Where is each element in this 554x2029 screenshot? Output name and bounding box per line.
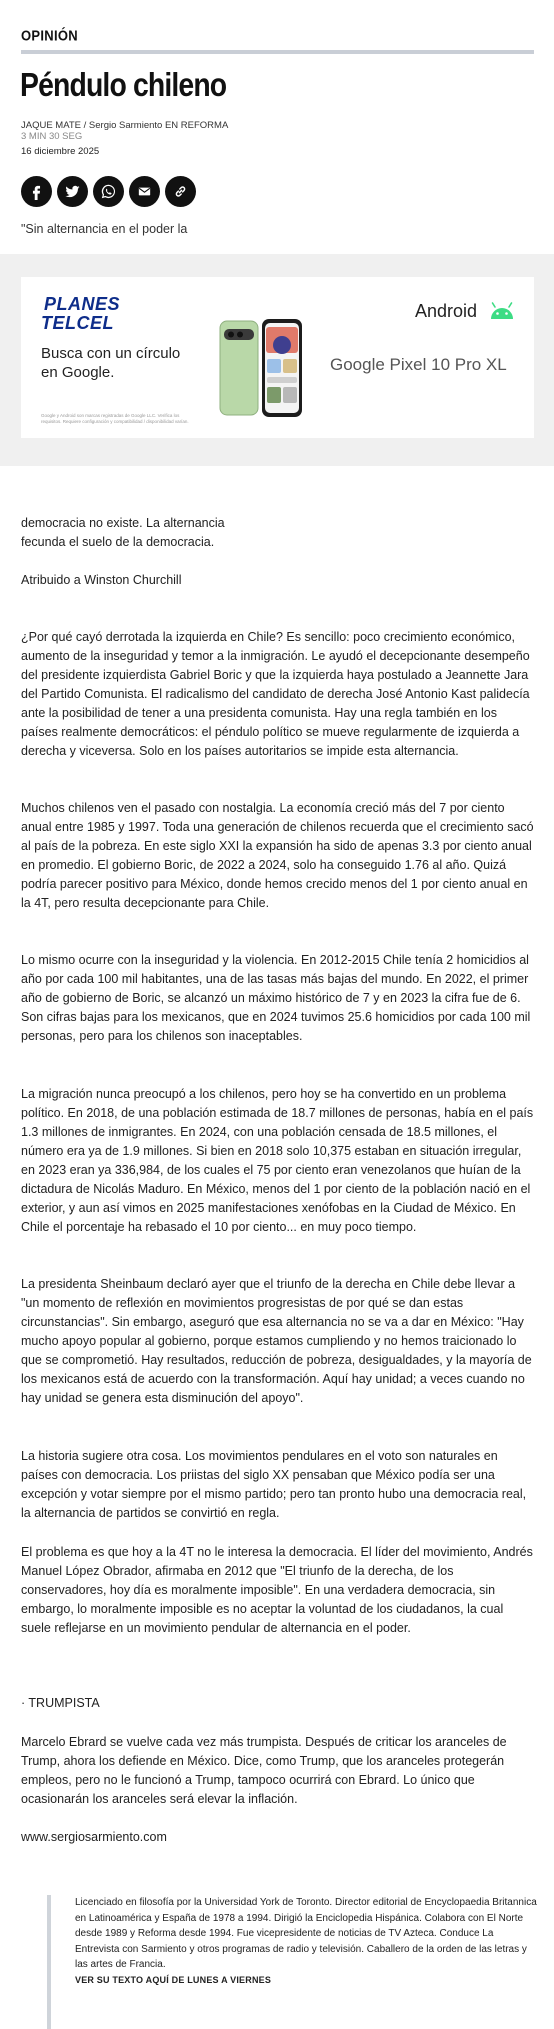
phone-image (218, 317, 304, 419)
section-label[interactable]: OPINIÓN (21, 27, 78, 44)
quote-attribution: Atribuido a Winston Churchill (21, 573, 182, 587)
article-paragraph-6: La historia sugiere otra cosa. Los movimientos pendulares en el voto son naturales en países con democracia. Los priistas del siglo XX pensaban que México podía ser una excepción y votar siempre por el mismo partido; pero tan pronto hubo una democracia real, la alternancia de partidos se convirtió en regla. (21, 1449, 527, 1520)
lead-text: "Sin alternancia en el poder la (21, 222, 188, 236)
section-rule (21, 50, 534, 54)
facebook-icon[interactable] (21, 176, 52, 207)
quote-line-2: fecunda el suelo de la democracia. (21, 535, 215, 549)
ad-brand-line2: TELCEL (41, 313, 114, 333)
article-paragraph-3: Lo mismo ocurre con la inseguridad y la violencia. En 2012-2015 Chile tenía 2 homicidios al año por cada 100 mil habitantes, una de las tasas más bajas del mundo. En 2022, el primer año de gobierno de Boric, se alcanzó un máximo histórico de 7 y en 2023 la cifra fue de 6. Son cifras bajas para los mexicanos, que en 2024 tuvimos 25.6 homicidios por cada 100 mil personas, pero para los chilenos son inaceptables. (21, 953, 531, 1043)
link-icon[interactable] (165, 176, 196, 207)
article-paragraph-1: ¿Por qué cayó derrotada la izquierda en Chile? Es sencillo: poco crecimiento económico, aumento de la inseguridad y temor a la inmigración. Le ayudó el decepcionante desempeño del presidente izquierdista Gabriel Boric y que la izquierda haya postulado a Jeannette Jara del Partido Comunista. El radicalismo del candidato de derecha José Antonio Kast palidecía ante la posibilidad de tener a una presidenta comunista. Hay una regla también en los países realmente democráticos: el péndulo político se mueve regularmente de izquierda a derecha y viceversa. Solo en los países autoritarios se impide esta alternancia. (21, 630, 530, 758)
ad-platform: Android (415, 301, 478, 321)
author-bio (47, 1895, 537, 2029)
ad-brand-line1: PLANES (44, 294, 121, 314)
read-time: 3 MIN 30 SEG (21, 131, 83, 142)
article-paragraph-8: Marcelo Ebrard se vuelve cada vez más trumpista. Después de criticar los aranceles de Trump, ahora los defiende en México. Dice, como Trump, que los aranceles protegerán empleos, pero no le funcionó a Trump, tampoco ocurrirá con Ebrard. Lo único que ocasionarán los aranceles será elevar la inflación. (21, 1735, 507, 1806)
article-paragraph-4: La migración nunca preocupó a los chilenos, pero hoy se ha convertido en un problema político. En 2018, de una población estimada de 18.7 millones de personas, había en el país 1.3 millones de inmigrantes. En 2024, con una población censada de 18.5 millones, el número era ya de 1.9 millones. Si bien en 2018 solo 10,375 estaban en situación irregular, en 2023 eran ya 336,984, de los cuales el 75 por ciento eran venezolanos que huían de la dictadura de Nicolás Maduro. En México, menos del 1 por ciento de la población nació en el exterior, y aun así vimos en 2025 manifestaciones xenófobas en la Ciudad de México. En Chile el porcentaje ha rebasado el 10 por ciento... en muy poco tiempo. (21, 1087, 534, 1234)
article-paragraph-5: La presidenta Sheinbaum declaró ayer que el triunfo de la derecha en Chile debe llevar a "un momento de reflexión en movimientos progresistas de por qué se dan estas circunstancias". Sin embargo, aseguró que esa alternancia no se va a dar en México: "Hay mucho apoyo popular al gobierno, porque estamos cumpliendo y no hemos traicionado lo que se comprometió. Hay resultados, reducción de pobreza, desigualdades, y la mayoría de los mexicanos está de acuerdo con la transformación. Aquí hay unidad; a veces cuando no hay unidad se genera esta disminución del apoyo". (21, 1277, 532, 1405)
email-icon[interactable] (129, 176, 160, 207)
ad-model: Google Pixel 10 Pro XL (330, 355, 507, 374)
twitter-icon[interactable] (57, 176, 88, 207)
advertisement[interactable] (21, 277, 534, 438)
quote-line-1: democracia no existe. La alternancia (21, 516, 225, 530)
article-paragraph-2: Muchos chilenos ven el pasado con nostalgia. La economía creció más del 7 por ciento anual entre 1985 y 1997. Toda una generación de chilenos recuerda que el crecimiento sacó al país de la pobreza. En este siglo XXI la expansión ha sido de apenas 3.3 por ciento anual en promedio. El gobierno Boric, de 2022 a 2024, solo ha conseguido 1.76 al año. Quizá podría parecer positivo para México, donde hemos crecido menos del 1 por ciento anual en la 4T, pero resulta decepcionante para Chile. (21, 801, 534, 910)
ad-fine-print: Google y Android son marcas registradas de Google LLC. Verifica los requisitos. Requiere configuración y compatibilidad / disponibilidad varían. (41, 413, 189, 424)
article-paragraph-7: El problema es que hoy a la 4T no le interesa la democracia. El líder del movimiento, Andrés Manuel López Obrador, afirmaba en 2012 que "El triunfo de la derecha, de los conservadores, hoy día es moralmente imposible". En una verdadera democracia, sin embargo, lo moralmente imposible es no aceptar la voluntad de los ciudadanos, la cual suele reflejarse en un movimiento pendular de alternancia en el poder. (21, 1545, 533, 1635)
ad-tagline: Busca con un círculo en Google. (41, 345, 181, 381)
author-bio-text: Licenciado en filosofía por la Universidad York de Toronto. Director editorial de Encyclopaedia Britannica en Latinoamérica y España de 1978 a 1994. Dirigió la Enciclopedia Hispánica. Colabora con El Norte desde 1989 y Reforma desde 1994. Fue vicepresidente de noticias de TV Azteca. Conduce La Entrevista con Sarmiento y otros programas de radio y televisión. Caballero de la orden de las letras y las artes de Francia. (75, 1897, 537, 1970)
page-title: Péndulo chileno (20, 66, 227, 103)
publish-date: 16 diciembre 2025 (21, 146, 100, 157)
share-bar (21, 176, 196, 207)
author-next-link[interactable]: VER SU TEXTO AQUÍ DE LUNES A VIERNES (75, 1974, 272, 1985)
android-robot-icon (488, 301, 516, 321)
whatsapp-icon[interactable] (93, 176, 124, 207)
author-website-link[interactable]: www.sergiosarmiento.com (21, 1830, 167, 1844)
byline[interactable]: JAQUE MATE / Sergio Sarmiento EN REFORMA (21, 120, 229, 131)
article-subhead: · TRUMPISTA (21, 1696, 100, 1710)
